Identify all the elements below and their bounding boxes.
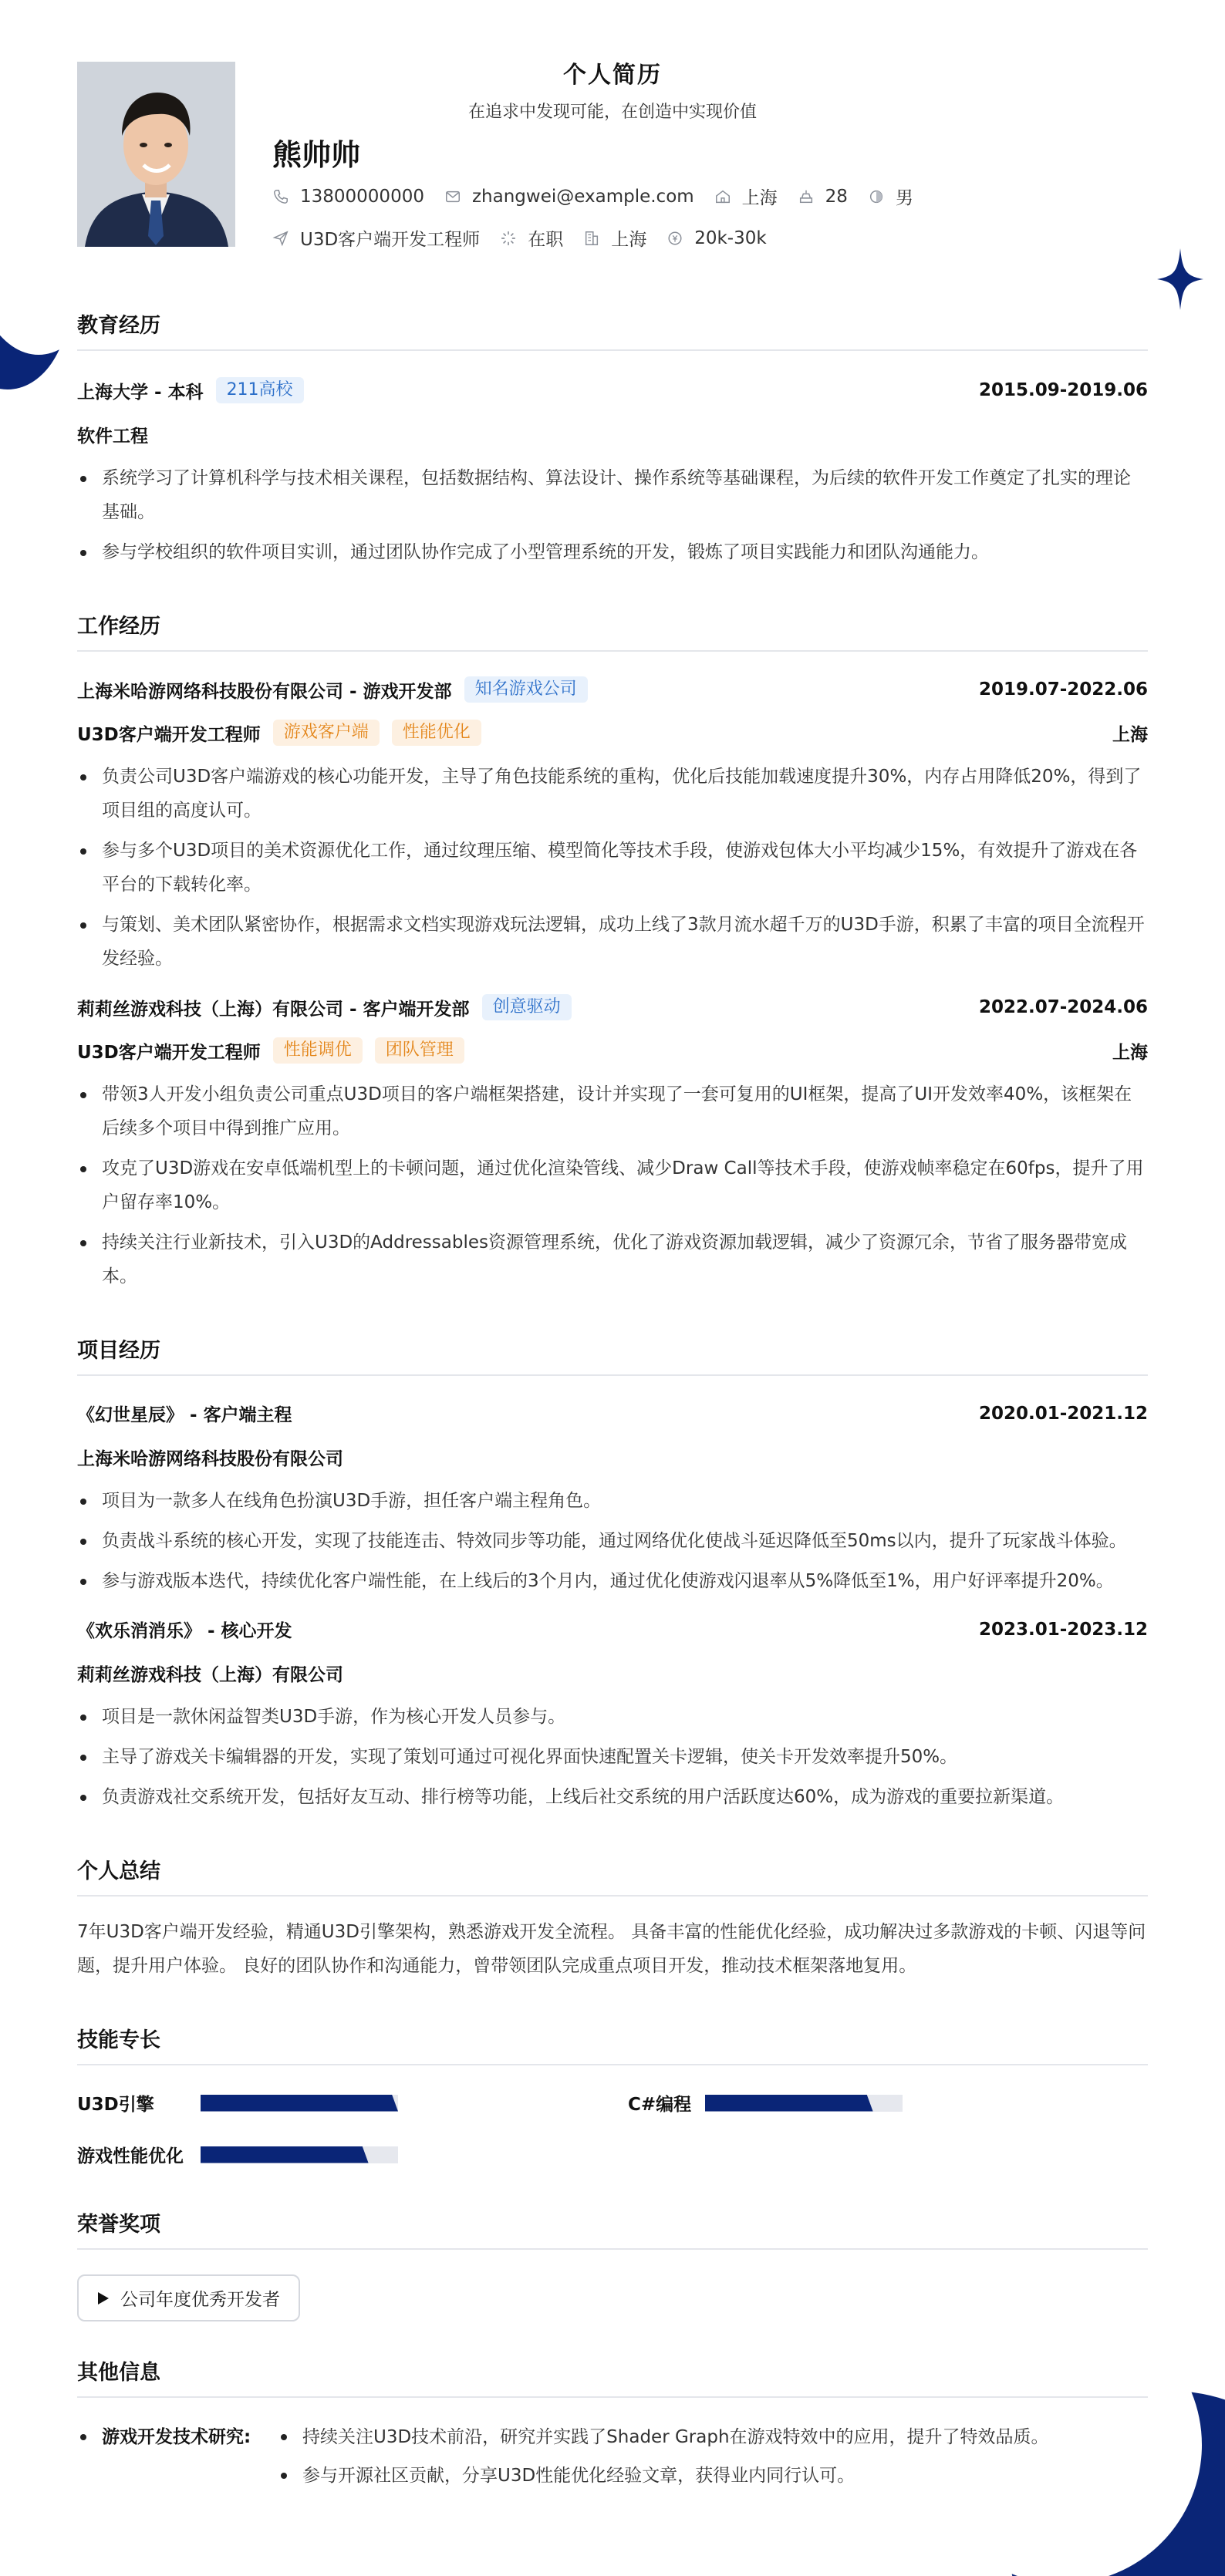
list-item: 负责战斗系统的核心开发，实现了技能连击、特效同步等功能，通过网络优化使战斗延迟降低至50ms以内，提升了玩家战斗体验。	[77, 1524, 1148, 1558]
role-row	[77, 720, 1148, 746]
projects-section	[77, 1334, 1148, 1814]
candidate-name: 熊帅帅	[272, 138, 361, 172]
page-title: 个人简历	[563, 62, 662, 89]
salary-item	[666, 228, 766, 248]
skill-bar-fill	[705, 2095, 873, 2112]
project-entry	[77, 1401, 1148, 1598]
school-name: 上海大学 - 本科	[77, 382, 204, 403]
project-bullets	[77, 1484, 1148, 1598]
project-bullets	[77, 1700, 1148, 1814]
section-title: 教育经历	[77, 309, 1148, 351]
role-tag: 性能优化	[392, 720, 481, 746]
work-entry	[77, 676, 1148, 976]
role-tag: 团队管理	[375, 1037, 464, 1064]
target-city-text: 上海	[611, 230, 647, 250]
project-date: 2020.01-2021.12	[978, 1403, 1148, 1424]
work-section	[77, 609, 1148, 1293]
other-key: 游戏开发技术研究:	[77, 2418, 278, 2495]
role-tag: 游戏客户端	[273, 720, 380, 746]
gender-item	[868, 184, 913, 209]
list-item: 项目是一款休闲益智类U3D手游，作为核心开发人员参与。	[77, 1700, 1148, 1734]
work-bullets	[77, 1077, 1148, 1293]
avatar	[77, 62, 235, 247]
education-entry-head	[77, 377, 1148, 403]
mail-icon	[444, 188, 461, 205]
loading-icon	[500, 230, 517, 247]
resume-page	[77, 0, 1148, 2495]
list-item: 项目为一款多人在线角色扮演U3D手游，担任客户端主程角色。	[77, 1484, 1148, 1518]
list-item: 参与学校组织的软件项目实训，通过团队协作完成了小型管理系统的开发，锻炼了项目实践能力和团队沟通能力。	[77, 535, 1148, 569]
education-date: 2015.09-2019.06	[978, 380, 1148, 400]
section-title: 其他信息	[77, 2355, 1148, 2398]
role-title: U3D客户端开发工程师	[77, 724, 261, 745]
skill-bar-fill	[201, 2095, 398, 2112]
phone-item	[272, 187, 424, 207]
role-title: U3D客户端开发工程师	[77, 1042, 261, 1063]
gender-text: 男	[895, 188, 913, 208]
job-intent-row	[272, 225, 787, 251]
list-item: 与策划、美术团队紧密协作，根据需求文档实现游戏玩法逻辑，成功上线了3款月流水超千万的U3D手游，积累了丰富的项目全流程开发经验。	[77, 908, 1148, 976]
school-tag: 211高校	[216, 377, 304, 403]
list-item: 攻克了U3D游戏在安卓低端机型上的卡顿问题，通过优化渲染管线、减少Draw Call等技术手段，使游戏帧率稳定在60fps，提升了用户留存率10%。	[77, 1151, 1148, 1219]
role-row	[77, 1037, 1148, 1064]
resume-header	[77, 0, 1148, 309]
skill-bar	[201, 2146, 398, 2163]
city-item	[714, 184, 778, 209]
list-item: 参与多个U3D项目的美术资源优化工作，通过纹理压缩、模型简化等技术手段，使游戏包体大小平均减少15%，有效提升了游戏在各平台的下载转化率。	[77, 834, 1148, 902]
awards-section	[77, 2207, 1148, 2321]
home-icon	[714, 188, 731, 205]
cake-icon	[798, 188, 815, 205]
work-date: 2022.07-2024.06	[978, 997, 1148, 1017]
target-position-item	[272, 225, 480, 251]
skill-name: C#编程	[628, 2095, 692, 2115]
email-text: zhangwei@example.com	[471, 186, 694, 207]
skill-bar	[201, 2095, 398, 2112]
status-text: 在职	[528, 230, 564, 250]
list-item: 参与开源社区贡献，分享U3D性能优化经验文章，获得业内同行认可。	[278, 2456, 1049, 2495]
motto: 在追求中发现可能，在创造中实现价值	[467, 103, 757, 122]
section-title: 技能专长	[77, 2023, 1148, 2065]
phone-icon	[272, 188, 289, 205]
other-list	[278, 2418, 1049, 2495]
age-text: 28	[825, 186, 848, 207]
project-name: 《幻世星辰》 - 客户端主程	[77, 1405, 292, 1425]
list-item: 持续关注U3D技术前沿，研究并实践了Shader Graph在游戏特效中的应用，提升了特效品质。	[278, 2418, 1049, 2456]
skill-item	[77, 2142, 612, 2167]
education-section	[77, 309, 1148, 569]
sparkle-star-icon	[1157, 248, 1203, 310]
work-date: 2019.07-2022.06	[978, 679, 1148, 700]
project-company: 上海米哈游网络科技股份有限公司	[77, 1449, 343, 1469]
work-bullets	[77, 760, 1148, 976]
education-bullets	[77, 461, 1148, 569]
building-icon	[583, 230, 600, 247]
city-text: 上海	[741, 188, 778, 208]
status-item	[500, 225, 563, 251]
other-section	[77, 2355, 1148, 2495]
award-label: 公司年度优秀开发者	[120, 2290, 280, 2310]
work-location: 上海	[1112, 1042, 1148, 1063]
project-company: 莉莉丝游戏科技（上海）有限公司	[77, 1665, 343, 1685]
play-triangle-icon	[97, 2291, 110, 2305]
project-name: 《欢乐消消乐》 - 核心开发	[77, 1621, 292, 1641]
list-item: 带领3人开发小组负责公司重点U3D项目的客户端框架搭建，设计并实现了一套可复用的UI框架，提高了UI开发效率40%，该框架在后续多个项目中得到推广应用。	[77, 1077, 1148, 1145]
skills-grid	[77, 2090, 1148, 2167]
coin-icon	[666, 230, 683, 247]
major: 软件工程	[77, 427, 148, 447]
summary-text: 7年U3D客户端开发经验，精通U3D引擎架构，熟悉游戏开发全流程。 具备丰富的性能优化经验，成功解决过多款游戏的卡顿、闪退等问题，提升用户体验。 良好的团队协作和沟通能力，曾带领团队完成重点项目开发，推动技术框架落地复用。	[77, 1922, 1146, 1976]
email-item	[444, 187, 694, 207]
other-row	[77, 2418, 1148, 2495]
phone-text: 13800000000	[300, 186, 424, 207]
work-entry-head	[77, 994, 1148, 1020]
target-position-text: U3D客户端开发工程师	[300, 230, 481, 250]
award-item	[77, 2274, 300, 2321]
role-tag: 性能调优	[273, 1037, 363, 1064]
list-item: 系统学习了计算机科学与技术相关课程，包括数据结构、算法设计、操作系统等基础课程，为后续的软件开发工作奠定了扎实的理论基础。	[77, 461, 1148, 529]
company-tag: 知名游戏公司	[464, 676, 588, 703]
list-item: 持续关注行业新技术，引入U3D的Addressables资源管理系统，优化了游戏资源加载逻辑，减少了资源冗余，节省了服务器带宽成本。	[77, 1226, 1148, 1293]
section-title: 工作经历	[77, 609, 1148, 652]
section-title: 项目经历	[77, 1334, 1148, 1376]
project-entry	[77, 1617, 1148, 1814]
company-name: 莉莉丝游戏科技（上海）有限公司 - 客户端开发部	[77, 999, 470, 1020]
salary-text: 20k-30k	[694, 228, 767, 248]
gender-icon	[868, 188, 885, 205]
send-icon	[272, 230, 289, 247]
list-item: 负责游戏社交系统开发，包括好友互动、排行榜等功能，上线后社交系统的用户活跃度达60%，成为游戏的重要拉新渠道。	[77, 1780, 1148, 1814]
project-entry-head	[77, 1617, 1148, 1642]
work-location: 上海	[1112, 724, 1148, 745]
list-item: 主导了游戏关卡编辑器的开发，实现了策划可通过可视化界面快速配置关卡逻辑，使关卡开发效率提升50%。	[77, 1740, 1148, 1774]
target-city-item	[583, 225, 646, 251]
summary-section	[77, 1854, 1148, 1983]
work-entry-head	[77, 676, 1148, 703]
skill-item	[77, 2090, 612, 2116]
company-tag: 创意驱动	[482, 994, 572, 1020]
list-item: 负责公司U3D客户端游戏的核心功能开发，主导了角色技能系统的重构，优化后技能加载速度提升30%，内存占用降低20%，得到了项目组的高度认可。	[77, 760, 1148, 828]
section-title: 个人总结	[77, 1854, 1148, 1897]
age-item	[798, 187, 848, 207]
skills-section	[77, 2023, 1148, 2167]
skill-item	[628, 2090, 1148, 2116]
work-entry	[77, 994, 1148, 1293]
section-title: 荣誉奖项	[77, 2207, 1148, 2250]
company-name: 上海米哈游网络科技股份有限公司 - 游戏开发部	[77, 681, 452, 702]
list-item: 参与游戏版本迭代，持续优化客户端性能，在上线后的3个月内，通过优化使游戏闪退率从5%降低至1%，用户好评率提升20%。	[77, 1564, 1148, 1598]
contact-row	[272, 184, 933, 209]
project-date: 2023.01-2023.12	[978, 1619, 1148, 1640]
skill-bar-fill	[201, 2146, 369, 2163]
skill-name: U3D引擎	[77, 2095, 154, 2115]
project-entry-head	[77, 1401, 1148, 1426]
skill-bar	[705, 2095, 903, 2112]
skill-name: 游戏性能优化	[77, 2146, 184, 2166]
